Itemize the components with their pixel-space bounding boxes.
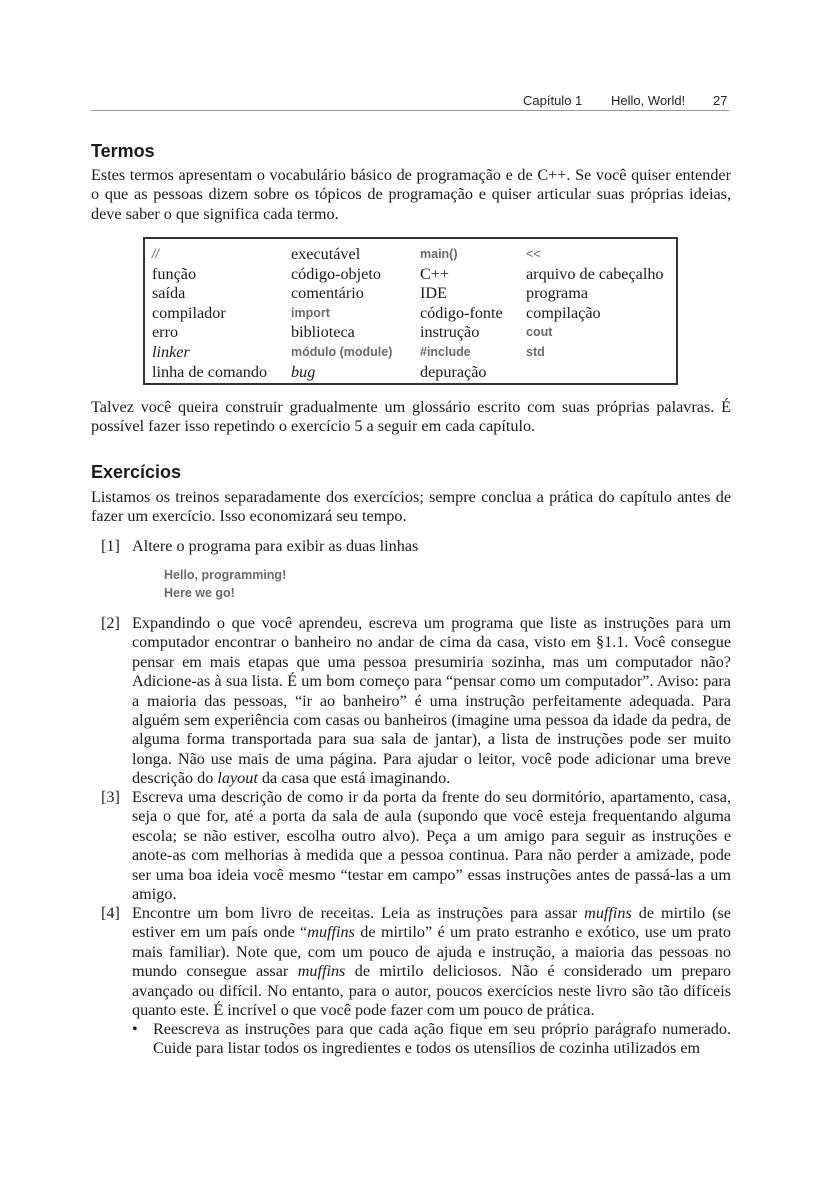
term: depuração bbox=[420, 362, 487, 381]
code-block bbox=[164, 566, 286, 602]
text-run: de mirtilo” é um prato estranho e exótico, use um prato mais familiar). Note que, com um pouco de ajuda e instrução, a maioria das pessoas no mundo consegue assar bbox=[132, 923, 731, 981]
terms-column-4 bbox=[526, 245, 664, 382]
italic-term: muffins bbox=[584, 904, 632, 922]
exercise-text: Altere o programa para exibir as duas linhas bbox=[132, 537, 419, 555]
term: comentário bbox=[291, 284, 364, 303]
exercise-text bbox=[132, 614, 731, 789]
term: #include bbox=[420, 344, 471, 359]
terms-table bbox=[143, 237, 678, 385]
terms-heading: Termos bbox=[91, 141, 155, 161]
term: executável bbox=[291, 245, 361, 263]
term: << bbox=[526, 247, 541, 261]
term: main() bbox=[420, 247, 458, 261]
term: compilador bbox=[152, 303, 226, 322]
bullet-text: Reescreva as instruções para que cada ação fique em seu próprio parágrafo numerado. Cuide para listar todos os ingredientes e todos os utensílios de cozinha utilizados em bbox=[153, 1020, 731, 1058]
term: linha de comando bbox=[152, 362, 268, 381]
terms-column-3 bbox=[420, 245, 503, 382]
term: compilação bbox=[526, 303, 601, 322]
term: função bbox=[152, 264, 197, 283]
term: arquivo de cabeçalho bbox=[526, 264, 664, 283]
term: módulo (module) bbox=[291, 344, 393, 359]
chapter-title: Hello, World! bbox=[611, 93, 686, 108]
exercise-text: Escreva uma descrição de como ir da porta da frente do seu dormitório, apartamento, casa, seja o que for, até a porta da sala de aula (supondo que você esteja frequentando alguma escola; se não estiver, escolha outro alvo). Peça a um amigo para seguir as instruções e anote-as com melhorias à medida que a pessoa continua. Para não perder a amizade, pode ser uma boa ideia você mesmo “testar em campo” essas instruções antes de passá-las a um amigo. bbox=[132, 788, 731, 904]
exercise-text bbox=[132, 904, 731, 1020]
text-run: de mirtilo deliciosos. Não é considerado um preparo avançado ou difícil. No entanto, para o autor, poucos exercícios neste livro são tão difíceis quanto este. É incrível o que você pode fazer com um pouco de prática. bbox=[132, 962, 731, 1020]
italic-term: muffins bbox=[307, 923, 355, 942]
terms-outro-paragraph: Talvez você queira construir gradualmente um glossário escrito com suas próprias palavras. É possível fazer isso repetindo o exercício 5 a seguir em cada capítulo. bbox=[91, 398, 731, 436]
exercise-number: [1] bbox=[101, 537, 120, 555]
code-line: Here we go! bbox=[164, 586, 235, 600]
terms-intro-paragraph: Estes termos apresentam o vocabulário básico de programação e de C++. Se você quiser entender o que as pessoas dizem sobre os tópicos de programação e quiser articular suas próprias ideias, deve saber o que significa cada termo. bbox=[91, 166, 731, 223]
term: biblioteca bbox=[291, 323, 355, 342]
term bbox=[526, 363, 664, 383]
term: código-fonte bbox=[420, 303, 503, 322]
italic-term: muffins bbox=[297, 962, 346, 981]
text-run: de mirtilo (se estiver em um país onde “ bbox=[132, 904, 731, 942]
exercises-heading: Exercícios bbox=[91, 462, 182, 482]
term: programa bbox=[526, 284, 589, 303]
term: saída bbox=[152, 284, 186, 303]
term: cout bbox=[526, 325, 553, 340]
bullet-icon: • bbox=[132, 1020, 138, 1038]
exercise-number: [4] bbox=[101, 904, 120, 922]
term: bug bbox=[291, 362, 316, 381]
exercise-number: [2] bbox=[101, 614, 120, 632]
running-head bbox=[91, 92, 729, 111]
term: código-objeto bbox=[291, 264, 381, 283]
exercises-intro-paragraph: Listamos os treinos separadamente dos exercícios; sempre conclua a prática do capítulo antes de fazer um exercício. Isso economizará seu tempo. bbox=[91, 488, 731, 526]
terms-column-2 bbox=[291, 245, 392, 382]
text-run: Expandindo o que você aprendeu, escreva um programa que liste as instruções para um computador encontrar o banheiro no andar de cima da casa, visto em §1.1. Você consegue pensar em mais etapas que uma pessoa presumiria sozinha, mas um computador não? Adicione-as à sua lista. É um bom começo para “pensar como um computador”. Aviso: para a maioria das pessoas, “ir ao banheiro” é uma instrução perfeitamente adequada. Para alguém sem experiência com casas ou banheiros (imagine uma pessoa da idade da pedra, de alguma forma transportada para sua sala de jantar), a lista de instruções pode ser muito longa. Não use mais de uma página. Para ajudar o leitor, você pode adicionar uma breve descrição do bbox=[132, 614, 731, 788]
text-run: da casa que está imaginando. bbox=[257, 769, 451, 788]
term: import bbox=[291, 305, 330, 320]
term: erro bbox=[152, 323, 179, 342]
term: std bbox=[526, 344, 545, 359]
term: instrução bbox=[420, 323, 480, 342]
text-run: Encontre um bom livro de receitas. Leia as instruções para assar bbox=[132, 904, 585, 922]
chapter-label: Capítulo 1 bbox=[523, 93, 583, 108]
term: // bbox=[152, 247, 159, 261]
term: IDE bbox=[420, 284, 447, 303]
italic-term: layout bbox=[217, 769, 258, 788]
page-number: 27 bbox=[713, 93, 728, 108]
code-line: Hello, programming! bbox=[164, 568, 287, 582]
exercise-number: [3] bbox=[101, 788, 120, 806]
term: C++ bbox=[420, 264, 450, 283]
terms-column-1 bbox=[152, 245, 267, 382]
term: linker bbox=[152, 342, 190, 361]
